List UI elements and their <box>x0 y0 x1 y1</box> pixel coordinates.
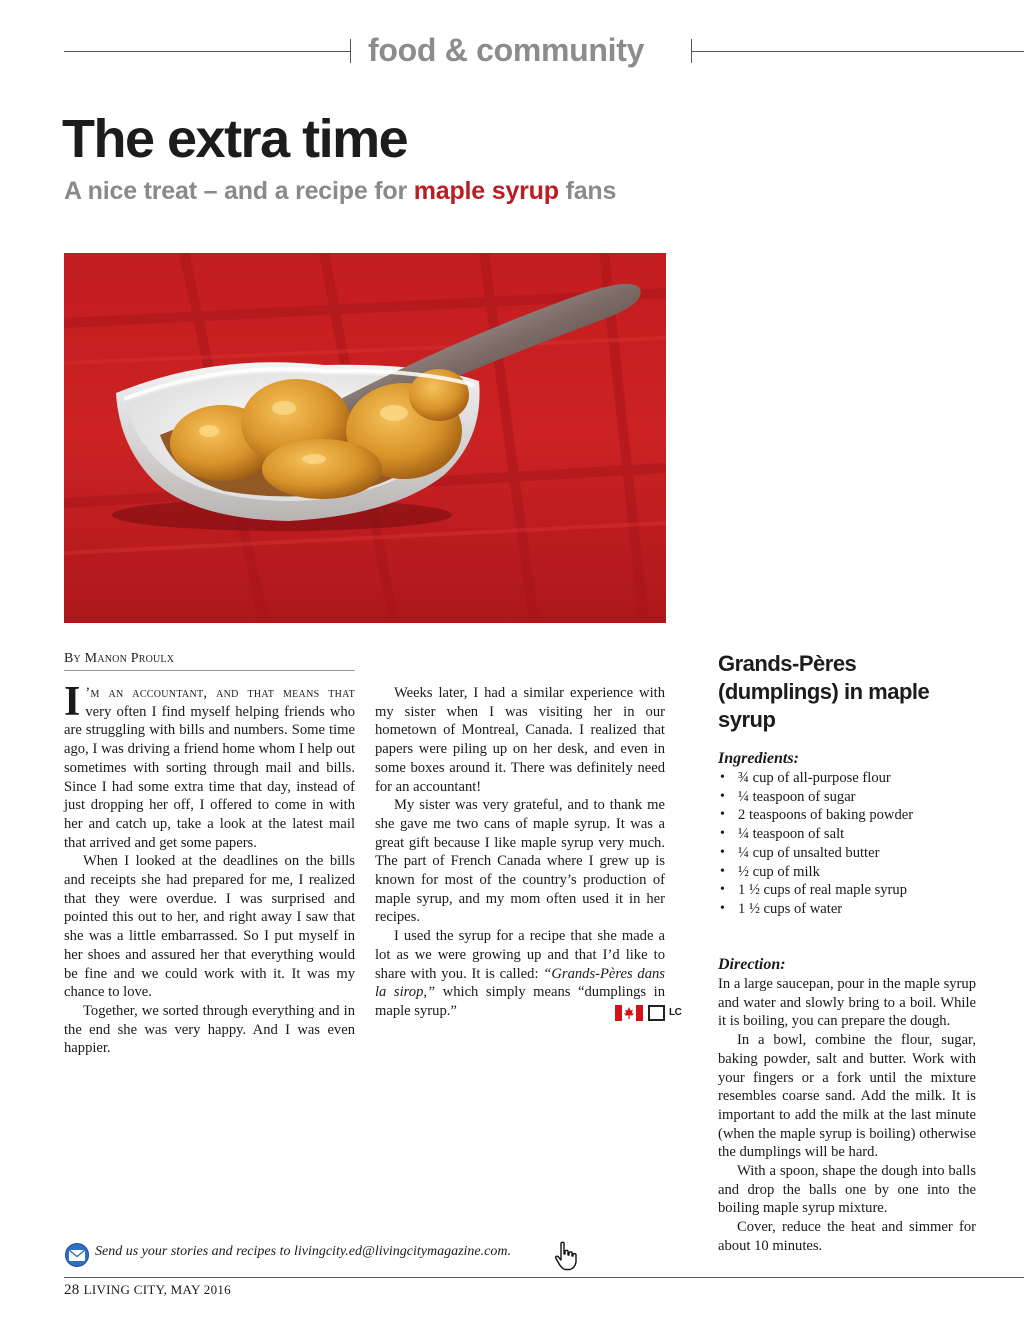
recipe-name-french: “Grands-Pères dans la sirop,” <box>375 965 665 1001</box>
section-rule-right <box>692 51 1024 52</box>
contact-email-link[interactable]: Send us your stories and recipes to livingcity.ed@livingcitymagazine.com. <box>95 1244 511 1259</box>
article-paragraph-4: Weeks later, I had a similar experience with my sister when I was visiting her in our hometown of Montreal, Canada. I realized that papers were piling up on her desk, and even in some boxes around it. There was definitely need for an accountant! <box>375 685 665 795</box>
canada-flag-icon <box>615 1005 643 1021</box>
subhead-text-before: A nice treat – and a recipe for <box>64 177 414 205</box>
ingredients-list <box>718 769 978 919</box>
section-label: food & community <box>368 32 645 68</box>
ingredient-item: • ¼ teaspoon of salt <box>718 825 978 844</box>
section-rule-left <box>64 51 350 52</box>
article-headline: The extra time <box>62 109 408 169</box>
direction-heading: Direction: <box>718 956 786 973</box>
article-paragraph-1 <box>64 679 355 852</box>
article-paragraph-2: When I looked at the deadlines on the bills and receipts she had prepared for me, I realized that they were overdue. I was surprised and pointed this out to her, and right away I saw that she was a little embarrassed. So I put myself in her shoes and assured her that everything would be fine and we could work with it. It was my chance to love. <box>64 853 355 1001</box>
section-tick-left <box>350 39 351 63</box>
byline-prefix: By <box>64 651 85 666</box>
hand-cursor-icon <box>554 1241 578 1271</box>
contact-line[interactable] <box>64 1241 584 1269</box>
dumplings-photo <box>64 253 666 623</box>
recipe-title: Grands-Pères (dumplings) in maple syrup <box>718 651 930 732</box>
end-marks <box>596 1003 682 1022</box>
lead-in: ’m an accountant, and that means that <box>85 685 355 701</box>
article-column-1 <box>64 679 355 1058</box>
mail-icon[interactable] <box>64 1243 90 1267</box>
direction-step: In a bowl, combine the flour, sugar, baking powder, salt and butter. Work with your fingers or a fork until the mixture resembles coarse sand. Add the milk. It is important to add the milk at the last minute (when the maple syrup is boiling) otherwise the dumplings will be hard. <box>718 1032 976 1161</box>
page-footer <box>64 1282 231 1299</box>
direction-step: Cover, reduce the heat and simmer for about 10 minutes. <box>718 1219 976 1254</box>
ingredient-item: • ¾ cup of all-purpose flour <box>718 769 978 788</box>
section-header <box>64 32 1024 72</box>
article-subhead <box>64 177 616 206</box>
article-paragraph-3: Together, we sorted through everything and in the end she was very happy. And I was even happier. <box>64 1002 355 1057</box>
ingredient-item: • 1 ½ cups of water <box>718 900 978 919</box>
ingredient-item: • ½ cup of milk <box>718 863 978 882</box>
ingredient-item: • 1 ½ cups of real maple syrup <box>718 881 978 900</box>
ingredient-item: • 2 teaspoons of baking powder <box>718 806 978 825</box>
subhead-text-after: fans <box>558 177 617 205</box>
subhead-accent: maple syrup <box>413 177 559 205</box>
ingredient-item: • ¼ teaspoon of sugar <box>718 788 978 807</box>
dumplings-photo-illustration <box>64 253 666 623</box>
article-paragraph-6 <box>375 927 682 1021</box>
drop-cap: I <box>64 679 81 725</box>
article-paragraph-1-rest: very often I find myself helping friends who are struggling with bills and numbers. Some time ago, I was driving a friend home whom I help out sometimes with sorting through mail and bills. Since I had some extra time that day, instead of just dropping her off, I offered to come in with her and catch up, take a look at the latest mail that arrived and get some papers. <box>64 703 355 851</box>
article-paragraph-6-end: which simply means “dumplings in maple syrup.” <box>375 984 665 1019</box>
footer-rule <box>64 1277 1024 1278</box>
article-paragraph-6-start: I used the syrup for a recipe that she made a lot as we were growing up and that I’d like to share with you. It is called: <box>375 928 665 982</box>
direction-step: In a large saucepan, pour in the maple syrup and water and slowly bring to a boil. While it is boiling, you can prepare the dough. <box>718 976 976 1030</box>
byline-author: Manon Proulx <box>84 651 175 666</box>
ingredients-heading: Ingredients: <box>718 750 799 767</box>
ingredient-item: • ¼ cup of unsalted butter <box>718 844 978 863</box>
lc-end-mark: LC <box>648 1005 665 1021</box>
directions <box>718 975 976 1256</box>
page-number: 28 <box>64 1282 80 1298</box>
direction-step: With a spoon, shape the dough into balls and drop the balls one by one into the boiling maple syrup mixture. <box>718 1163 976 1217</box>
byline <box>64 651 355 671</box>
publication-info: LIVING CITY, MAY 2016 <box>83 1282 231 1297</box>
article-column-2 <box>375 684 682 1022</box>
article-paragraph-5: My sister was very grateful, and to thank me she gave me two cans of maple syrup. It was a great gift because I like maple syrup very much. The part of French Canada where I grew up is known for most of the country’s production of maple syrup, and my mom often used it in her recipes. <box>375 797 665 926</box>
